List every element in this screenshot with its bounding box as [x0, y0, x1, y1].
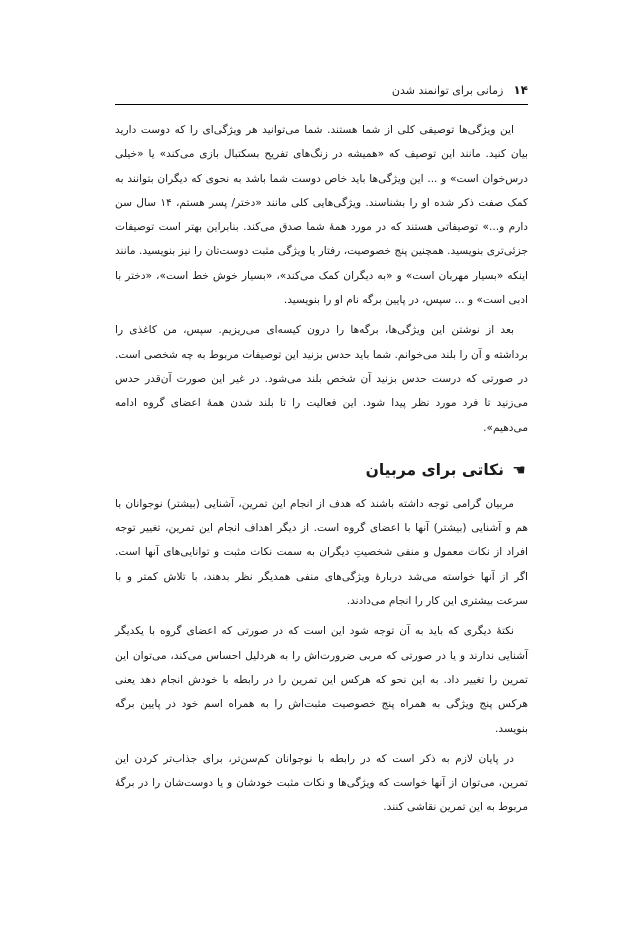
intro-paragraph: بعد از نوشتن این ویژگی‌ها، برگه‌ها را درون کیسه‌ای می‌ریزیم. سپس، من کاغذی را برداشته و آن را بلند می‌خوانم. شما باید حدس بزنید این توصیفات مربوط به چه شخصی است. در صورتی که درست حدس بزنید آن شخص بلند می‌شود. در غیر این صورت آن‌قدر حدس می‌زنید تا فرد مورد نظر پیدا شود. این فعالیت را تا بلند شدن همهٔ اعضای گروه ادامه می‌دهیم».: [115, 324, 528, 434]
tips-paragraph: در پایان لازم به ذکر است که در رابطه با نوجوانان کم‌سن‌تر، برای جذاب‌تر کردن این تمرین، می‌توان از آنها خواست که ویژگی‌ها و نکات مثبت خودشان و یا دوست‌شان را در برگهٔ مربوط به این تمرین نقاشی کنند.: [115, 752, 528, 814]
pointing-hand-icon: ☚: [512, 460, 526, 479]
intro-paragraph: این ویژگی‌ها توصیفی کلی از شما هستند. شما می‌توانید هر ویژگی‌ای را که دوست دارید بیان کنید. مانند این توصیف که «همیشه در زنگ‌های تفریح بسکتبال بازی می‌کند» یا «خیلی درس‌خوان است» و ... این ویژگی‌ها باید خاص دوست شما باشد به نحوی که دیگران بتوانند به کمک صفت ذکر شده او را بشناسند. ویژگی‌هایی کلی مانند «دختر/ پسر هستم، ۱۴ سال سن دارم و...» توصیفاتی هستند که در مورد همهٔ شما صدق می‌کند. بنابراین بهتر است توصیفات جزئی‌تری بنویسید. همچنین پنج خصوصیت، رفتار یا ویژگی مثبت دوست‌تان را نیز بنویسید. مانند اینکه «بسیار مهربان است» و «به دیگران کمک می‌کند»، «بسیار خوش خط است»، «دختر با ادبی است» و ... سپس، در پایین برگه نام او را بنویسید.: [115, 124, 528, 307]
header-divider: [115, 104, 528, 105]
running-header: [115, 80, 528, 100]
book-title: زمانی برای توانمند شدن: [391, 83, 504, 97]
tips-paragraph: نکتهٔ دیگری که باید به آن توجه شود این است که در صورتی که اعضای گروه با یکدیگر آشنایی ندارند و یا در صورتی که مربی ضرورت‌اش را به هردلیل احساس می‌کند، می‌توان این تمرین را تغییر داد. به این نحو که هرکس این تمرین را در رابطه با خودش انجام دهد یعنی هرکس پنج ویژگی به همراه پنج خصوصیت مثبت‌اش را به همراه اسم خود در پایین برگه بنویسد.: [115, 625, 528, 735]
tips-paragraph: مربیان گرامی توجه داشته باشند که هدف از انجام این تمرین، آشنایی (بیشتر) نوجوانان با هم و آشنایی (بیشتر) آنها با اعضای گروه است. از دیگر اهداف انجام این تمرین، تغییر توجه افراد از نکات معمول و منفی شخصیتِ دیگران به سمت نکات مثبت و توانایی‌های آنها است. اگر از آنها خواسته می‌شد دربارهٔ ویژگی‌های منفی همدیگر نظر بدهند، با تلاش کمتر و با سرعت بیشتری این کار را انجام می‌دادند.: [115, 497, 528, 608]
page-number: ۱۴: [513, 83, 528, 97]
section-heading-text: نکاتی برای مربیان: [365, 460, 504, 479]
section-heading: [115, 456, 528, 484]
page-content: [115, 118, 528, 826]
